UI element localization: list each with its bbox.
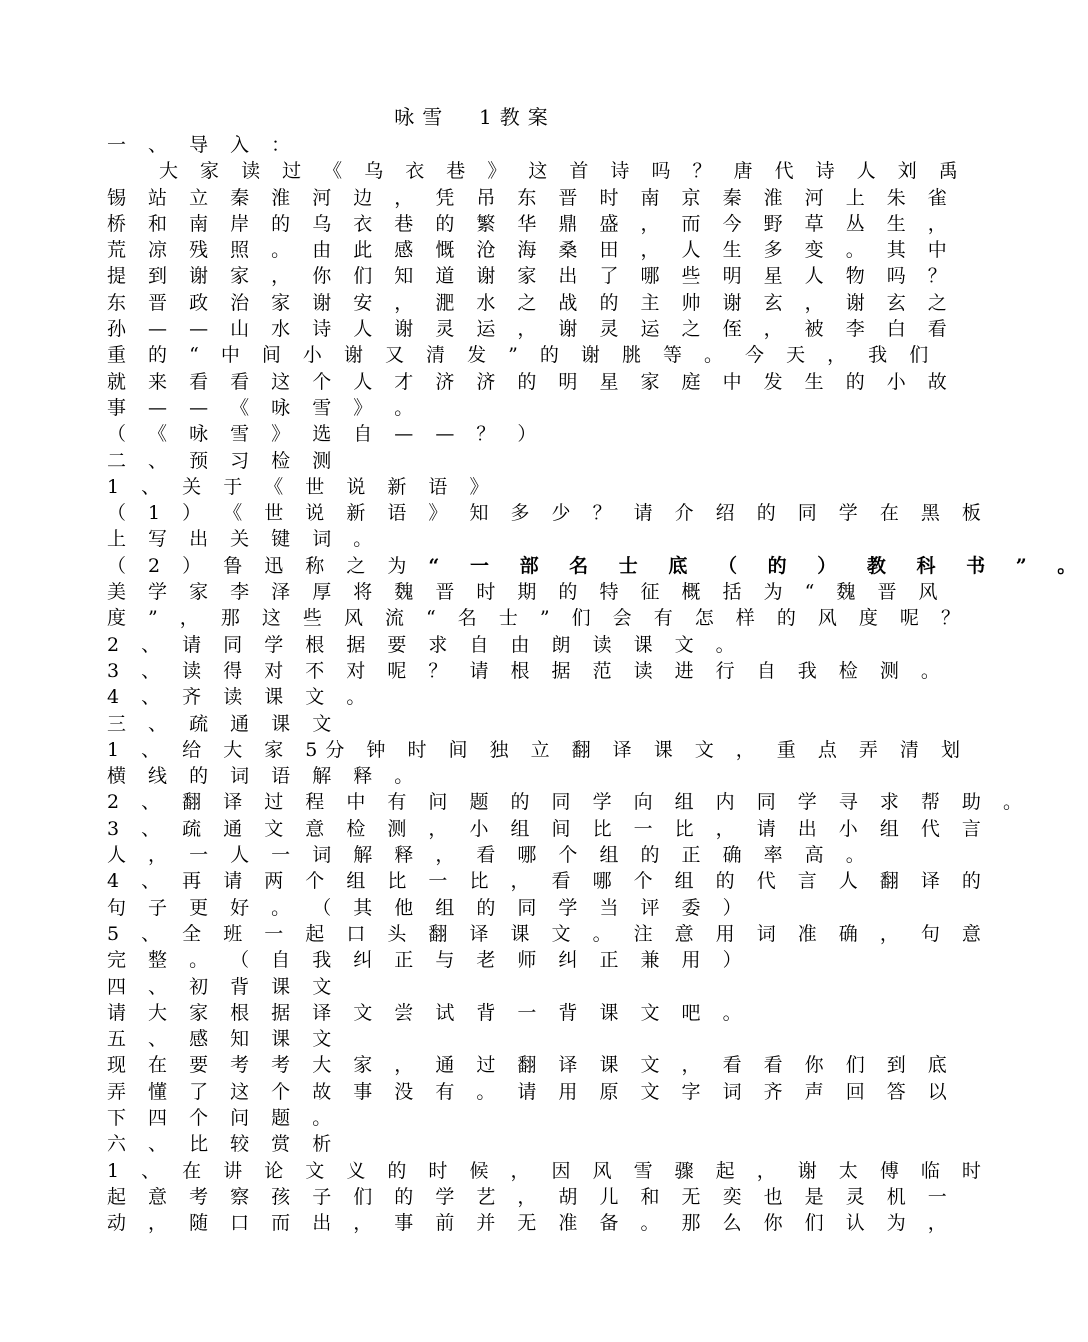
- paragraph-line: 事 — — 《 咏 雪 》 。: [107, 396, 422, 419]
- paragraph-line: 横 线 的 词 语 解 释 。: [107, 765, 422, 788]
- list-item: 3 、 疏 通 文 意 检 测 ， 小 组 间 比 一 比 ， 请 出 小 组 代 言: [107, 817, 989, 840]
- paragraph-line: 荒 凉 残 照 。 由 此 感 慨 沧 海 桑 田 ， 人 生 多 变 。 其 中: [107, 239, 955, 262]
- list-item: （ 1 ） 《 世 说 新 语 》 知 多 少 ？ 请 介 绍 的 同 学 在 黑 板: [107, 502, 989, 525]
- paragraph-line: 孙 — — 山 水 诗 人 谢 灵 运 ， 谢 灵 运 之 侄 ， 被 李 白 看: [107, 318, 955, 341]
- document-title: 咏雪 1教案: [394, 105, 556, 129]
- paragraph-line: 动 ， 随 口 而 出 ， 事 前 并 无 准 备 。 那 么 你 们 认 为 ，: [107, 1212, 955, 1235]
- document-body: [107, 132, 1088, 1236]
- section-heading: 五 、 感 知 课 文: [107, 1028, 340, 1051]
- list-item: 2 、 请 同 学 根 据 要 求 自 由 朗 读 课 文 。: [107, 633, 743, 656]
- list-item: 2 、 翻 译 过 程 中 有 问 题 的 同 学 向 组 内 同 学 寻 求 帮 助 。: [107, 791, 1030, 814]
- paragraph-line: 下 四 个 问 题 。: [107, 1106, 340, 1129]
- emphasized-quote: “ 一 部 名 士 底 （ 的 ） 教 科 书 ” 。: [428, 554, 1088, 577]
- section-heading: 六 、 比 较 赏 析: [107, 1133, 340, 1156]
- list-item: 1 、 在 讲 论 文 义 的 时 候 ， 因 风 雪 骤 起 ， 谢 太 傅 临 时: [107, 1159, 989, 1182]
- paragraph-line: 人 ， 一 人 一 词 解 释 ， 看 哪 个 组 的 正 确 率 高 。: [107, 844, 873, 867]
- paragraph-line: 提 到 谢 家 ， 你 们 知 道 谢 家 出 了 哪 些 明 星 人 物 吗 ？: [107, 265, 955, 288]
- list-item: 4 、 齐 读 课 文 。: [107, 686, 374, 709]
- section-heading: 四 、 初 背 课 文: [107, 975, 340, 998]
- paragraph-line: 完 整 。 （ 自 我 纠 正 与 老 师 纠 正 兼 用 ）: [107, 949, 750, 972]
- paragraph-line: 弄 懂 了 这 个 故 事 没 有 。 请 用 原 文 字 词 齐 声 回 答 以: [107, 1080, 955, 1103]
- paragraph-line: 上 写 出 关 键 词 。: [107, 528, 381, 551]
- paragraph-line: 请 大 家 根 据 译 文 尝 试 背 一 背 课 文 吧 。: [107, 1001, 750, 1024]
- paragraph-line: 就 来 看 看 这 个 人 才 济 济 的 明 星 家 庭 中 发 生 的 小 故: [107, 370, 955, 393]
- list-item: 1 、 给 大 家 5分 钟 时 间 独 立 翻 译 课 文 ， 重 点 弄 清 划: [107, 738, 968, 761]
- list-item: [107, 553, 1088, 579]
- list-item: 5 、 全 班 一 起 口 头 翻 译 课 文 。 注 意 用 词 准 确 ， 句 意: [107, 922, 989, 945]
- section-heading: 三 、 疏 通 课 文: [107, 712, 340, 735]
- section-heading: 二 、 预 习 检 测: [107, 449, 340, 472]
- paragraph-line: 大 家 读 过 《 乌 衣 巷 》 这 首 诗 吗 ？ 唐 代 诗 人 刘 禹: [159, 160, 966, 183]
- paragraph-line: 美 学 家 李 泽 厚 将 魏 晋 时 期 的 特 征 概 括 为 “ 魏 晋 风: [107, 581, 946, 604]
- list-item: 4 、 再 请 两 个 组 比 一 比 ， 看 哪 个 组 的 代 言 人 翻 译 的: [107, 870, 989, 893]
- paragraph-line: 现 在 要 考 考 大 家 ， 通 过 翻 译 课 文 ， 看 看 你 们 到 底: [107, 1054, 955, 1077]
- list-item: 3 、 读 得 对 不 对 呢 ？ 请 根 据 范 读 进 行 自 我 检 测 。: [107, 659, 948, 682]
- section-heading: 一 、 导 入 ：: [107, 134, 299, 156]
- paragraph-line: （ 《 咏 雪 》 选 自 — — ？ ）: [107, 423, 545, 446]
- quote-intro: （ 2 ） 鲁 迅 称 之 为: [107, 554, 429, 577]
- list-item: 1 、 关 于 《 世 说 新 语 》: [107, 475, 497, 498]
- paragraph-line: 东 晋 政 治 家 谢 安 ， 淝 水 之 战 的 主 帅 谢 玄 ， 谢 玄 之: [107, 291, 955, 314]
- paragraph-line: 桥 和 南 岸 的 乌 衣 巷 的 繁 华 鼎 盛 ， 而 今 野 草 丛 生 ，: [107, 212, 955, 235]
- paragraph-line: 锡 站 立 秦 淮 河 边 ， 凭 吊 东 晋 时 南 京 秦 淮 河 上 朱 雀: [107, 186, 955, 209]
- paragraph-line: 句 子 更 好 。 （ 其 他 组 的 同 学 当 评 委 ）: [107, 896, 750, 919]
- paragraph-line: 重 的 “ 中 间 小 谢 又 清 发 ” 的 谢 朓 等 。 今 天 ， 我 们: [107, 344, 937, 367]
- paragraph-line: 起 意 考 察 孩 子 们 的 学 艺 ， 胡 儿 和 无 奕 也 是 灵 机 一: [107, 1185, 955, 1208]
- paragraph-line: 度 ” ， 那 这 些 风 流 “ 名 士 ” 们 会 有 怎 样 的 风 度 呢 ？: [107, 607, 968, 630]
